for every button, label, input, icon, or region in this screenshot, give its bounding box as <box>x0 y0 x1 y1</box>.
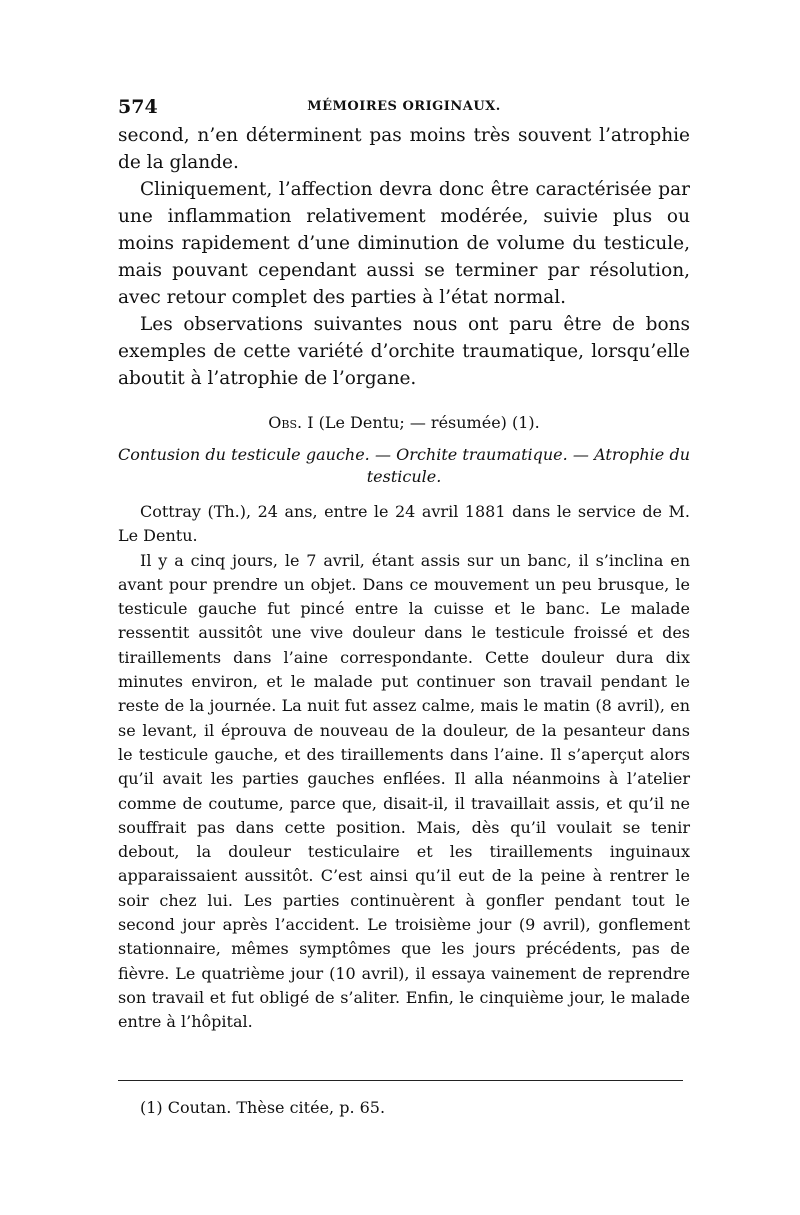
observation-label: Obs. <box>268 413 303 432</box>
observation-subtitle: Contusion du testicule gauche. — Orchite traumatique. — Atrophie du testicule. <box>118 445 690 486</box>
page-number: 574 <box>118 96 158 118</box>
case-paragraph-history: Il y a cinq jours, le 7 avril, étant assis sur un banc, il s’inclina en avant pour prendre un objet. Dans ce mouvement un peu brusque, le testicule gauche fut pincé entre la cuisse et le banc. Le malade ressentit aussitôt une vive douleur dans le testicule froissé et des tiraillements dans l’aine correspondante. Cette douleur dura dix minutes environ, et le malade put continuer son travail pendant le reste de la journée. La nuit fut assez calme, mais le matin (8 avril), en se levant, il éprouva de nouveau de la douleur, de la pesanteur dans le testicule gauche, et des tiraillements dans l’aine. Il s’aperçut alors qu’il avait les parties gauches enflées. Il alla néanmoins à l’atelier comme de coutume, parce que, disait-il, il travaillait assis, et qu’il ne souffrait pas dans cette position. Mais, dès qu’il voulait se tenir debout, la douleur testiculaire et les tiraillements inguinaux apparaissaient aussitôt. C’est ainsi qu’il eut de la peine à rentrer le soir chez lui. Les parties continuèrent à gonfler pendant tout le second jour après l’accident. Le troisième jour (9 avril), gonflement stationnaire, mêmes symptômes que les jours précédents, pas de fièvre. Le quatrième jour (10 avril), il essaya vainement de reprendre son travail et fut obligé de s’aliter. Enfin, le cinquième jour, le malade entre à l’hôpital. <box>118 550 690 1032</box>
paragraph-clinical: Cliniquement, l’affection devra donc être caractérisée par une inflammation relativement modérée, suivie plus ou moins rapidement d’une diminution de volume du testicule, mais pouvant cependant aussi se terminer par résolution, avec retour complet des parties à l’état normal. <box>118 179 690 308</box>
case-paragraph-patient: Cottray (Th.), 24 ans, entre le 24 avril 1881 dans le service de M. Le Dentu. <box>118 502 690 546</box>
footnote: (1) Coutan. Thèse citée, p. 65. <box>140 1098 386 1117</box>
running-head: MÉMOIRES ORIGINAUX. <box>307 99 501 114</box>
observation-title <box>118 412 690 434</box>
observation-title-text: I (Le Dentu; — résumée) (1). <box>307 413 540 432</box>
footnote-divider <box>118 1080 683 1081</box>
paragraph-observations-intro: Les observations suivantes nous ont paru être de bons exemples de cette variété d’orchite traumatique, lorsqu’elle aboutit à l’atrophie de l’organe. <box>118 314 690 389</box>
paragraph-continuation: second, n’en déterminent pas moins très souvent l’atrophie de la glande. <box>118 125 690 173</box>
page-body <box>118 96 690 1035</box>
page-header <box>118 96 690 122</box>
